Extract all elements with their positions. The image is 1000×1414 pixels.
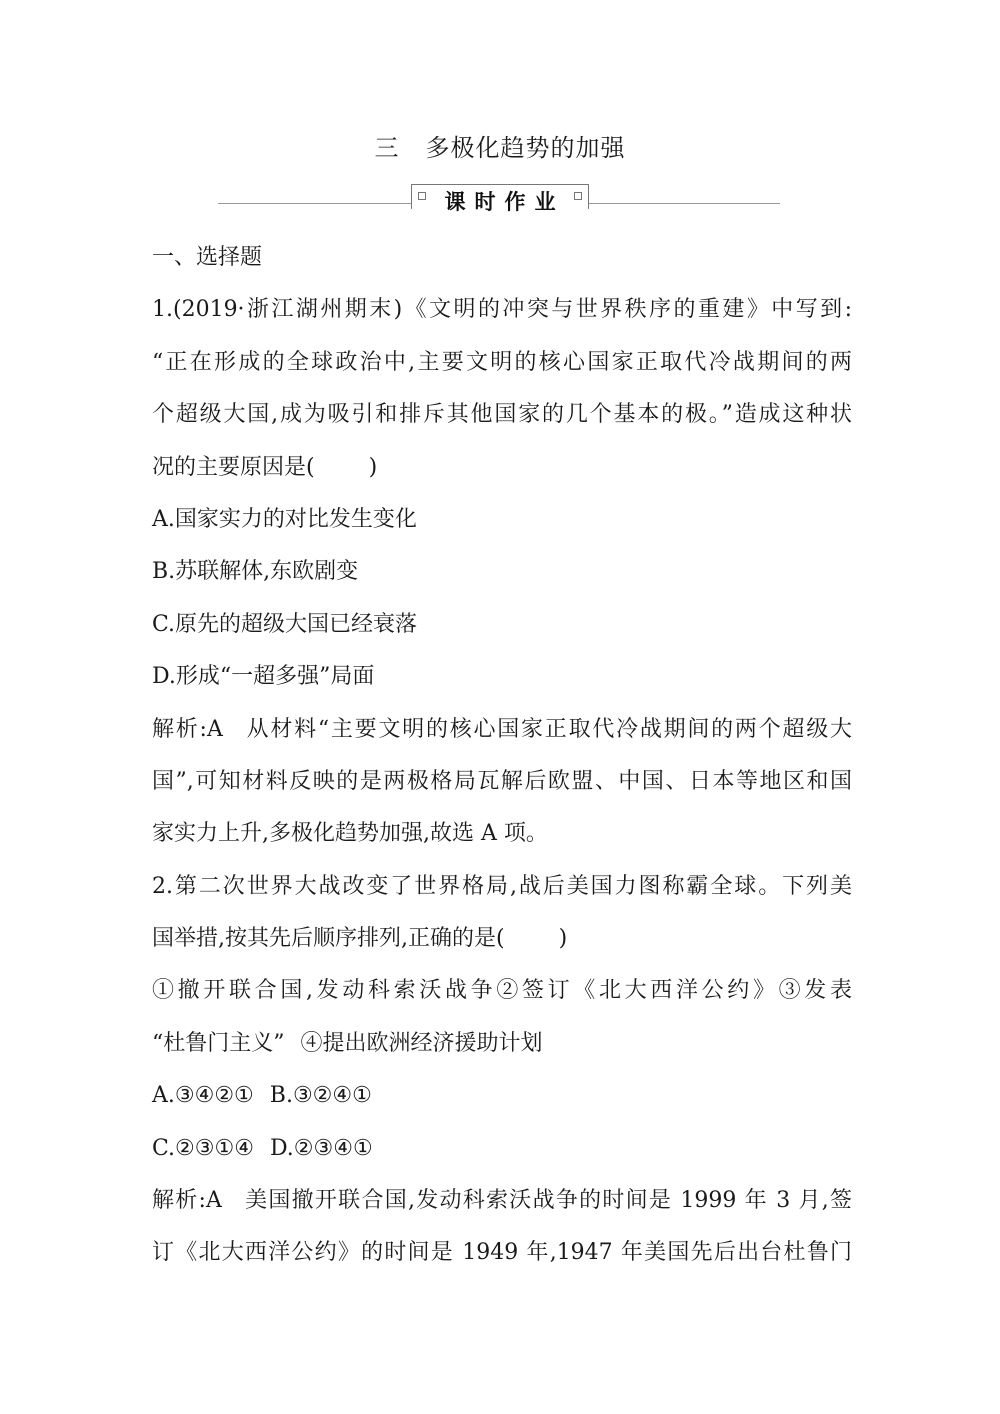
question-stem-line: 个超级大国,成为吸引和排斥其他国家的几个基本的极。”造成这种状 — [152, 402, 852, 428]
document-body — [152, 232, 852, 1280]
question-stem-line — [152, 442, 852, 494]
statement-items-line — [152, 1018, 852, 1070]
analysis-text: 从材料“主要文明的核心国家正取代冷战期间的两个超级大 — [244, 716, 852, 742]
question-stem-line: 1.(2019·浙江湖州期末)《文明的冲突与世界秩序的重建》中写到: — [152, 297, 852, 323]
option-b: B.苏联解体,东欧剧变 — [152, 559, 359, 585]
analysis-line: 订《北大西洋公约》的时间是 1949 年,1947 年美国先后出台杜鲁门 — [152, 1240, 852, 1266]
banner-label: 课时作业 — [444, 190, 565, 214]
statement-items-line — [152, 965, 852, 1017]
statement-item-3: ③发表 — [778, 978, 852, 1004]
option-b: B.③②④① — [269, 1083, 372, 1109]
option-c: C.原先的超级大国已经衰落 — [152, 611, 418, 637]
question-1 — [152, 284, 852, 860]
analysis-prefix: 解析:A — [152, 1188, 222, 1214]
analysis-prefix: 解析:A — [152, 716, 223, 742]
question-stem-text: 况的主要原因是( — [152, 454, 315, 480]
section-banner — [218, 182, 780, 216]
title-text: 多极化趋势的加强 — [425, 134, 626, 162]
option-a: A.③④②① — [152, 1083, 254, 1109]
statement-item-1: ①撤开联合国,发动科索沃战争 — [152, 978, 497, 1004]
question-stem-line — [152, 913, 852, 965]
statement-item-4: ④提出欧洲经济援助计划 — [300, 1030, 543, 1056]
question-2 — [152, 861, 852, 1280]
answer-blank-close: ) — [368, 454, 378, 480]
analysis-line — [152, 704, 852, 756]
analysis-line: 家实力上升,多极化趋势加强,故选 A 项。 — [152, 821, 548, 847]
option-c: C.②③①④ — [152, 1135, 254, 1161]
question-stem-line: 2.第二次世界大战改变了世界格局,战后美国力图称霸全球。下列美 — [152, 873, 852, 899]
question-stem-line: “正在形成的全球政治中,主要文明的核心国家正取代冷战期间的两 — [152, 349, 852, 375]
statement-item-2: ②签订《北大西洋公约》 — [496, 978, 779, 1004]
section-heading: 一、选择题 — [152, 245, 263, 270]
banner-tab — [411, 184, 589, 214]
analysis-text: 美国撤开联合国,发动科索沃战争的时间是 1999 年 3 月,签 — [243, 1188, 852, 1214]
option-d: D.②③④① — [269, 1135, 373, 1161]
analysis-line — [152, 1175, 852, 1227]
option-a: A.国家实力的对比发生变化 — [152, 506, 417, 532]
analysis-line: 国”,可知材料反映的是两极格局瓦解后欧盟、中国、日本等地区和国 — [152, 768, 852, 794]
title-number: 三 — [374, 134, 400, 162]
question-stem-text: 国举措,按其先后顺序排列,正确的是( — [152, 926, 505, 952]
options-line — [152, 1123, 852, 1175]
options-line — [152, 1070, 852, 1122]
page-title — [0, 128, 1000, 163]
answer-blank-close: ) — [558, 926, 568, 952]
option-d: D.形成“一超多强”局面 — [152, 664, 375, 690]
statement-item-3-cont: “杜鲁门主义” — [152, 1030, 285, 1056]
